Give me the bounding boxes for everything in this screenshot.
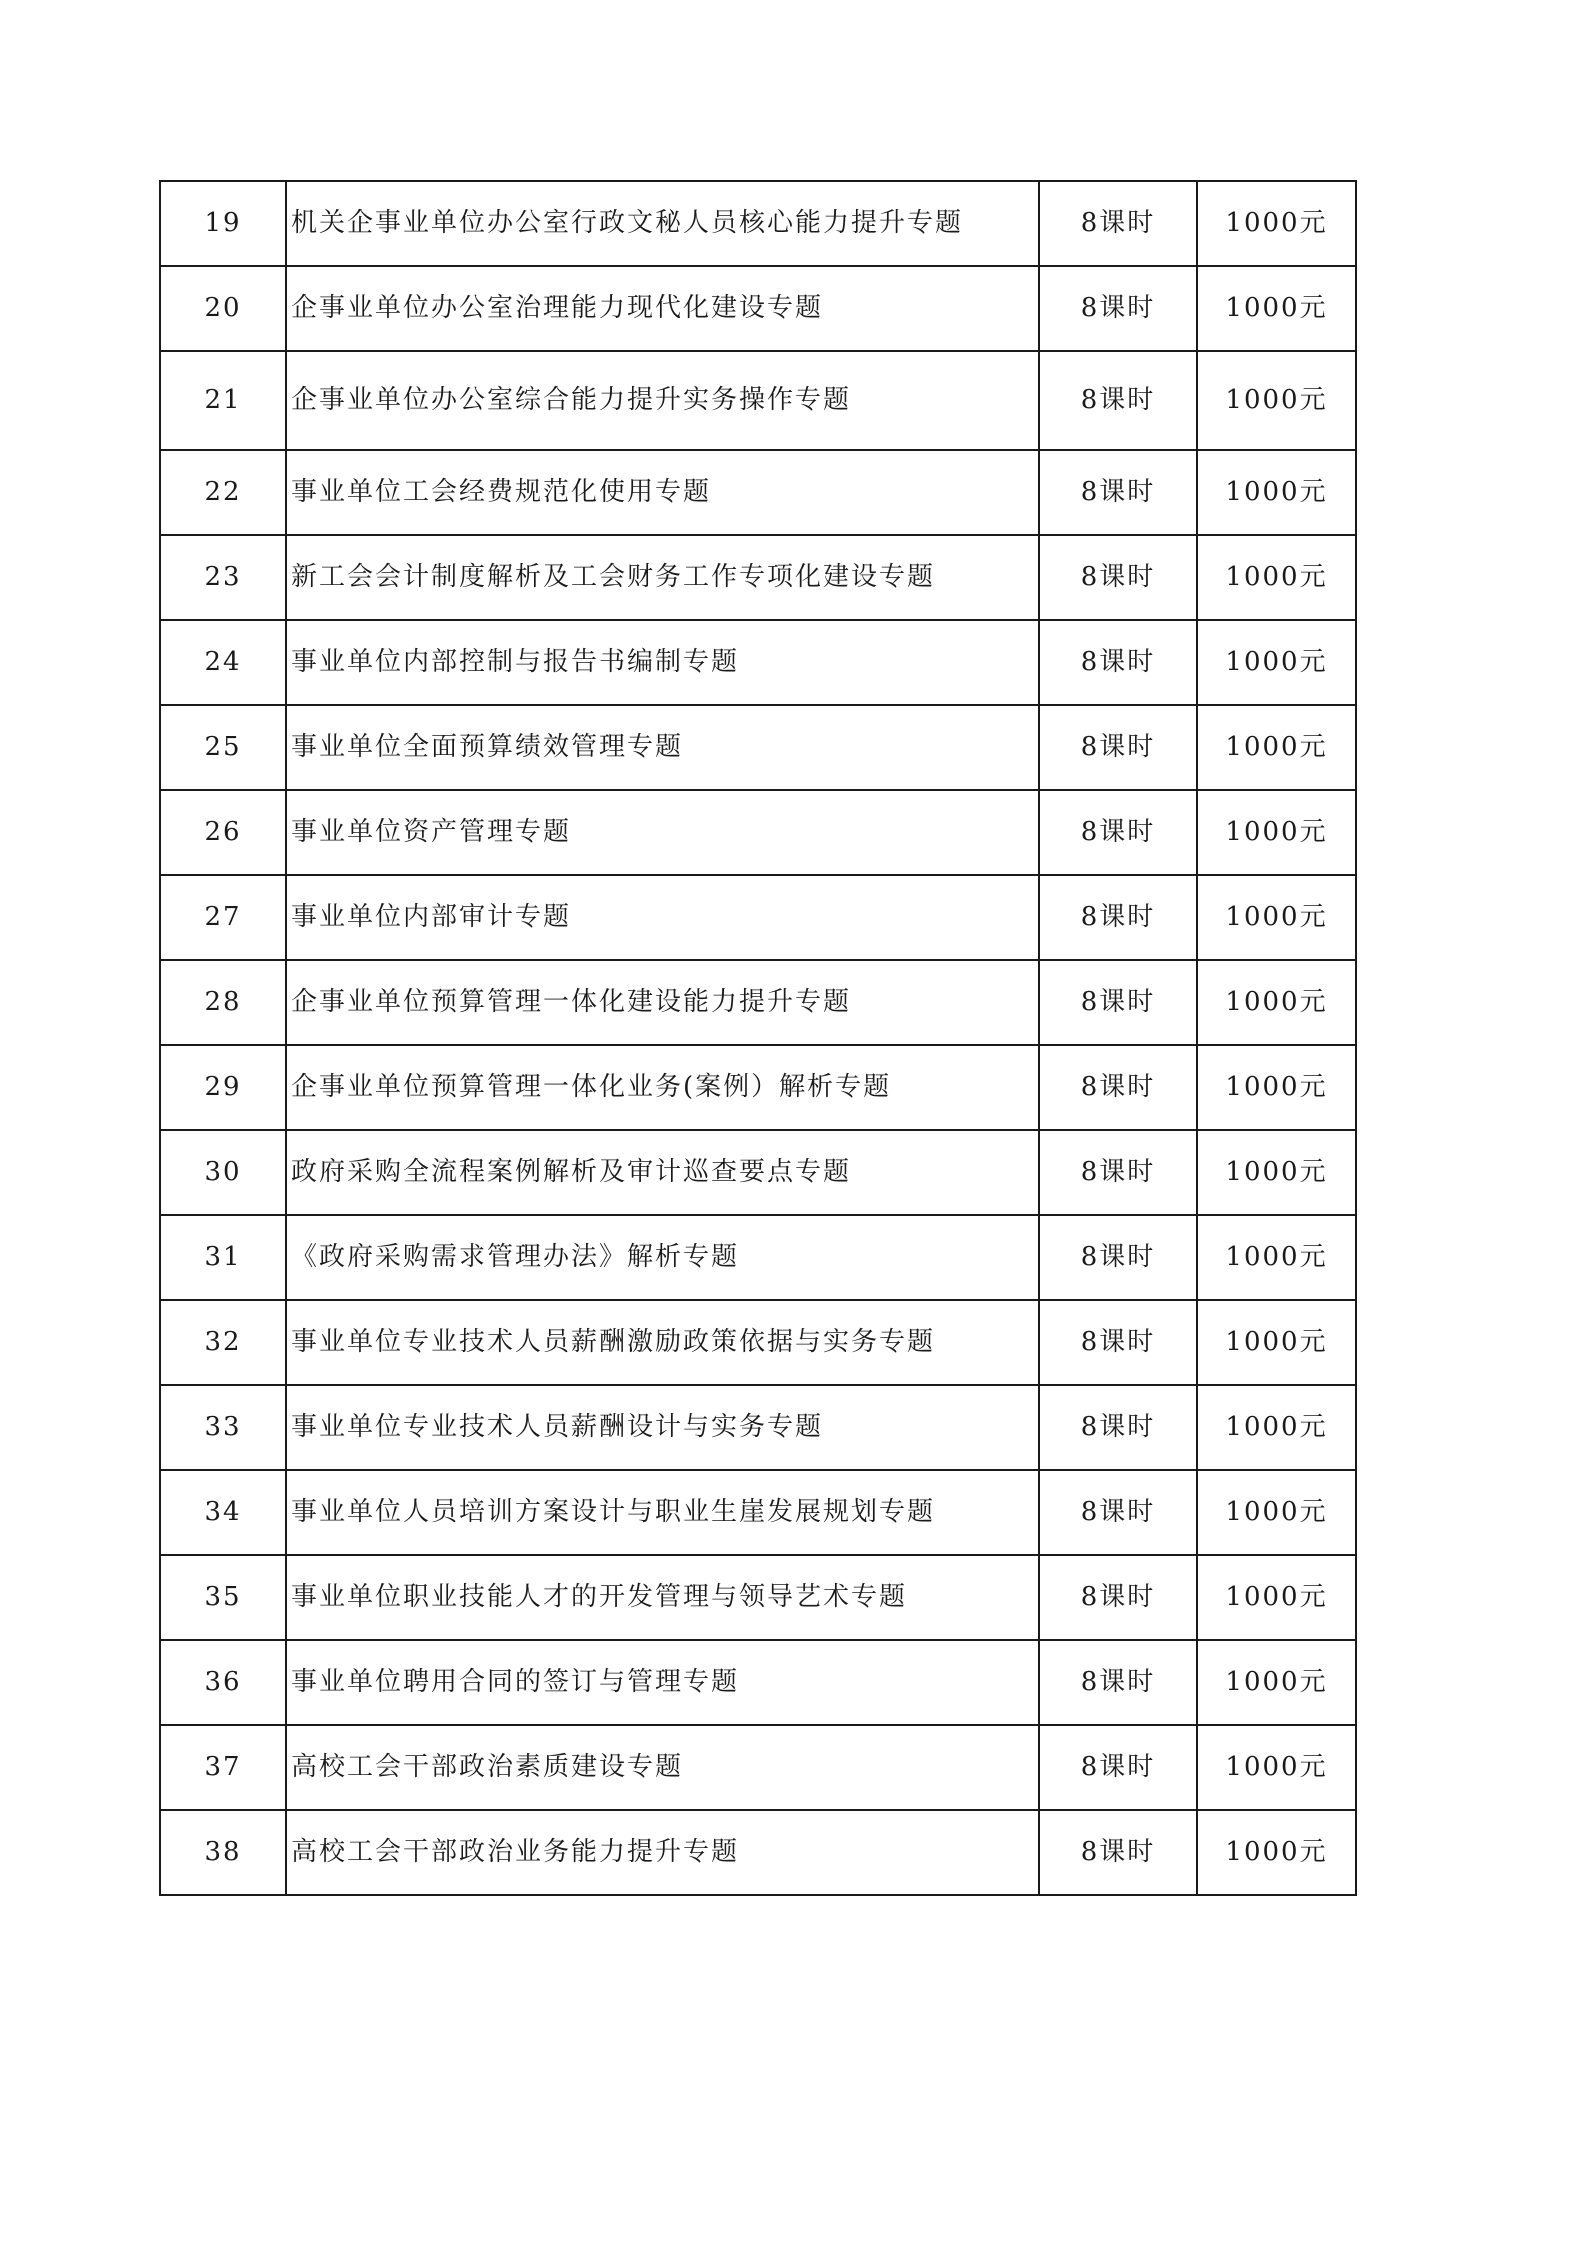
course-hours: 8课时 bbox=[1039, 1810, 1197, 1895]
course-title: 事业单位专业技术人员薪酬激励政策依据与实务专题 bbox=[286, 1300, 1039, 1385]
course-fee: 1000元 bbox=[1197, 960, 1356, 1045]
row-number: 25 bbox=[160, 705, 286, 790]
table-row bbox=[160, 1555, 1356, 1640]
course-title: 企事业单位办公室治理能力现代化建设专题 bbox=[286, 266, 1039, 351]
course-hours: 8课时 bbox=[1039, 875, 1197, 960]
course-title: 机关企事业单位办公室行政文秘人员核心能力提升专题 bbox=[286, 181, 1039, 266]
course-hours: 8课时 bbox=[1039, 1555, 1197, 1640]
course-hours: 8课时 bbox=[1039, 1130, 1197, 1215]
course-fee: 1000元 bbox=[1197, 1130, 1356, 1215]
course-title: 高校工会干部政治素质建设专题 bbox=[286, 1725, 1039, 1810]
course-hours: 8课时 bbox=[1039, 1640, 1197, 1725]
row-number: 28 bbox=[160, 960, 286, 1045]
row-number: 35 bbox=[160, 1555, 286, 1640]
table-row bbox=[160, 535, 1356, 620]
table-row bbox=[160, 351, 1356, 450]
course-title: 企事业单位预算管理一体化业务(案例）解析专题 bbox=[286, 1045, 1039, 1130]
course-hours: 8课时 bbox=[1039, 790, 1197, 875]
row-number: 27 bbox=[160, 875, 286, 960]
course-hours: 8课时 bbox=[1039, 1470, 1197, 1555]
course-title: 企事业单位办公室综合能力提升实务操作专题 bbox=[286, 351, 1039, 450]
row-number: 20 bbox=[160, 266, 286, 351]
course-fee: 1000元 bbox=[1197, 790, 1356, 875]
row-number: 24 bbox=[160, 620, 286, 705]
table-row bbox=[160, 181, 1356, 266]
course-title: 事业单位聘用合同的签订与管理专题 bbox=[286, 1640, 1039, 1725]
row-number: 30 bbox=[160, 1130, 286, 1215]
table-row bbox=[160, 1385, 1356, 1470]
table-row bbox=[160, 960, 1356, 1045]
course-fee: 1000元 bbox=[1197, 1045, 1356, 1130]
course-hours: 8课时 bbox=[1039, 1215, 1197, 1300]
row-number: 23 bbox=[160, 535, 286, 620]
table-row bbox=[160, 1215, 1356, 1300]
course-fee: 1000元 bbox=[1197, 1470, 1356, 1555]
course-hours: 8课时 bbox=[1039, 535, 1197, 620]
row-number: 37 bbox=[160, 1725, 286, 1810]
table-row bbox=[160, 1300, 1356, 1385]
course-hours: 8课时 bbox=[1039, 705, 1197, 790]
course-fee: 1000元 bbox=[1197, 1385, 1356, 1470]
table-row bbox=[160, 790, 1356, 875]
row-number: 33 bbox=[160, 1385, 286, 1470]
table-row bbox=[160, 875, 1356, 960]
course-fee: 1000元 bbox=[1197, 181, 1356, 266]
course-title: 事业单位全面预算绩效管理专题 bbox=[286, 705, 1039, 790]
course-fee: 1000元 bbox=[1197, 1215, 1356, 1300]
course-hours: 8课时 bbox=[1039, 620, 1197, 705]
course-title: 事业单位内部审计专题 bbox=[286, 875, 1039, 960]
row-number: 34 bbox=[160, 1470, 286, 1555]
course-fee: 1000元 bbox=[1197, 535, 1356, 620]
course-fee: 1000元 bbox=[1197, 1725, 1356, 1810]
row-number: 26 bbox=[160, 790, 286, 875]
row-number: 29 bbox=[160, 1045, 286, 1130]
course-title: 《政府采购需求管理办法》解析专题 bbox=[286, 1215, 1039, 1300]
table-row bbox=[160, 620, 1356, 705]
course-hours: 8课时 bbox=[1039, 1300, 1197, 1385]
course-fee: 1000元 bbox=[1197, 1300, 1356, 1385]
row-number: 19 bbox=[160, 181, 286, 266]
course-title: 事业单位职业技能人才的开发管理与领导艺术专题 bbox=[286, 1555, 1039, 1640]
course-fee: 1000元 bbox=[1197, 351, 1356, 450]
course-fee: 1000元 bbox=[1197, 266, 1356, 351]
course-fee: 1000元 bbox=[1197, 1555, 1356, 1640]
course-fee: 1000元 bbox=[1197, 705, 1356, 790]
course-hours: 8课时 bbox=[1039, 960, 1197, 1045]
table-row bbox=[160, 1810, 1356, 1895]
course-hours: 8课时 bbox=[1039, 266, 1197, 351]
course-title: 高校工会干部政治业务能力提升专题 bbox=[286, 1810, 1039, 1895]
table-row bbox=[160, 1045, 1356, 1130]
course-fee: 1000元 bbox=[1197, 1810, 1356, 1895]
course-fee: 1000元 bbox=[1197, 875, 1356, 960]
row-number: 36 bbox=[160, 1640, 286, 1725]
table-row bbox=[160, 450, 1356, 535]
table-row bbox=[160, 1640, 1356, 1725]
course-title: 事业单位资产管理专题 bbox=[286, 790, 1039, 875]
course-fee: 1000元 bbox=[1197, 620, 1356, 705]
row-number: 32 bbox=[160, 1300, 286, 1385]
row-number: 38 bbox=[160, 1810, 286, 1895]
course-title: 企事业单位预算管理一体化建设能力提升专题 bbox=[286, 960, 1039, 1045]
course-title: 事业单位工会经费规范化使用专题 bbox=[286, 450, 1039, 535]
table-row bbox=[160, 1130, 1356, 1215]
course-hours: 8课时 bbox=[1039, 181, 1197, 266]
course-hours: 8课时 bbox=[1039, 351, 1197, 450]
course-title: 政府采购全流程案例解析及审计巡查要点专题 bbox=[286, 1130, 1039, 1215]
table-row bbox=[160, 1470, 1356, 1555]
course-fee: 1000元 bbox=[1197, 450, 1356, 535]
table-row bbox=[160, 1725, 1356, 1810]
course-title: 事业单位专业技术人员薪酬设计与实务专题 bbox=[286, 1385, 1039, 1470]
row-number: 22 bbox=[160, 450, 286, 535]
course-hours: 8课时 bbox=[1039, 1385, 1197, 1470]
row-number: 21 bbox=[160, 351, 286, 450]
course-title: 事业单位人员培训方案设计与职业生崖发展规划专题 bbox=[286, 1470, 1039, 1555]
course-fee: 1000元 bbox=[1197, 1640, 1356, 1725]
course-hours: 8课时 bbox=[1039, 1725, 1197, 1810]
course-title: 事业单位内部控制与报告书编制专题 bbox=[286, 620, 1039, 705]
table-row bbox=[160, 705, 1356, 790]
course-hours: 8课时 bbox=[1039, 450, 1197, 535]
course-hours: 8课时 bbox=[1039, 1045, 1197, 1130]
course-title: 新工会会计制度解析及工会财务工作专项化建设专题 bbox=[286, 535, 1039, 620]
course-table bbox=[159, 180, 1357, 1896]
row-number: 31 bbox=[160, 1215, 286, 1300]
table-row bbox=[160, 266, 1356, 351]
